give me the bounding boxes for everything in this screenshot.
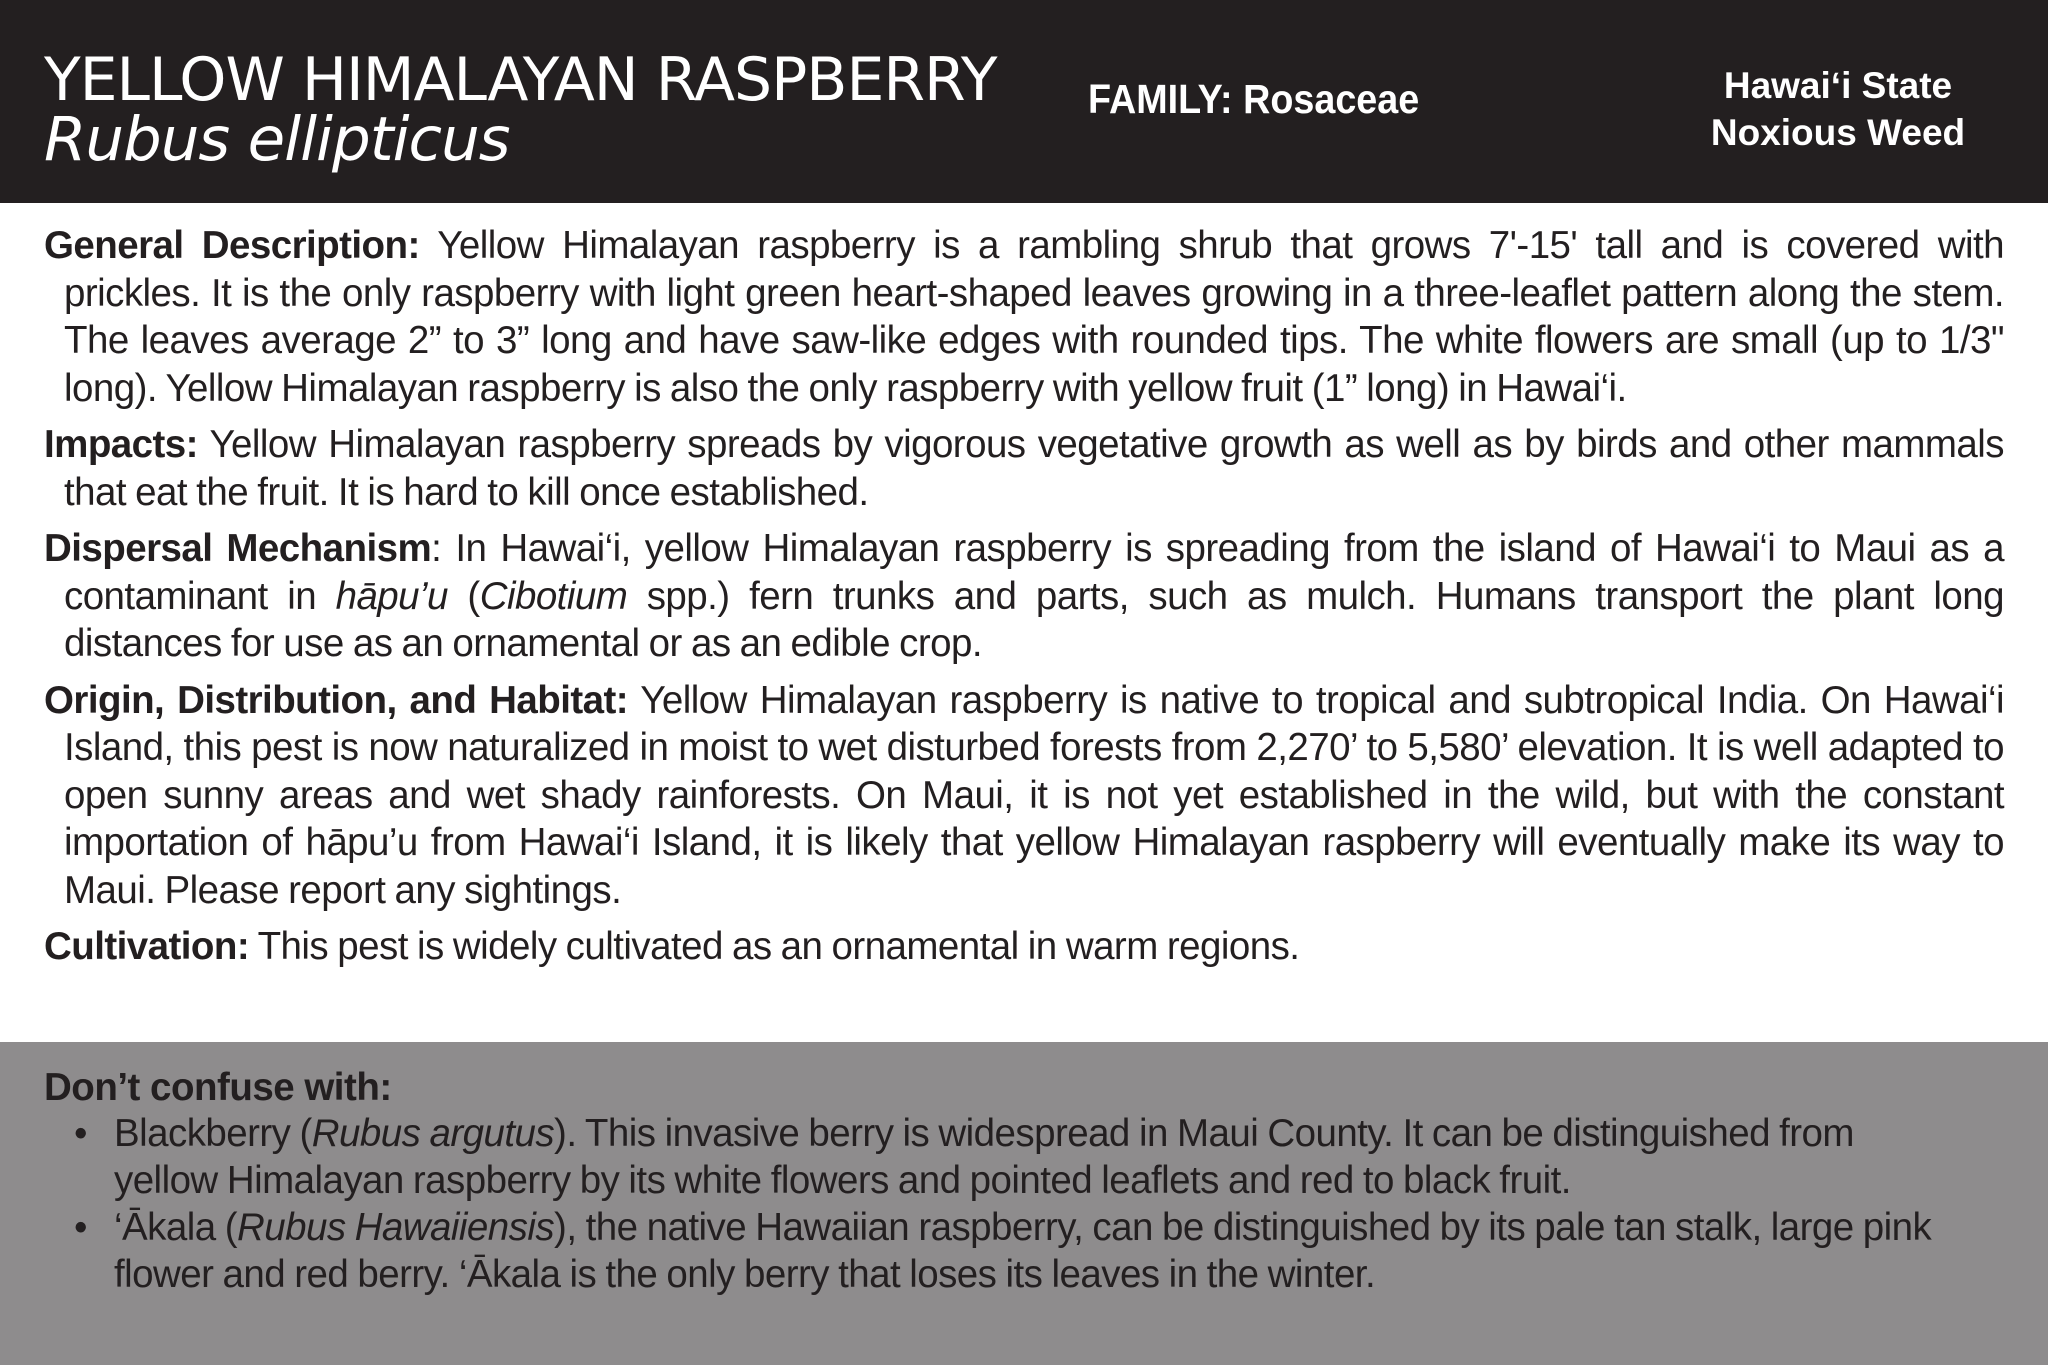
dispersal-italic-cibotium: Cibotium xyxy=(479,574,628,618)
impacts-section xyxy=(44,421,2004,516)
general-description-label: General Description: xyxy=(44,224,420,267)
dispersal-text-1: : In Hawai‘i, yellow Himalayan raspberry is spreading from the island of Hawai‘i to Maui as a contaminant in xyxy=(64,527,2004,618)
dont-confuse-heading: Don’t confuse with: xyxy=(44,1066,392,1109)
scientific-name-title: Rubus ellipticus xyxy=(44,104,510,175)
item-text-1: ‘Ākala ( xyxy=(114,1206,237,1249)
origin-section xyxy=(44,677,2004,915)
main-content xyxy=(44,222,2004,980)
status-line-1: Hawai‘i State xyxy=(1723,65,1953,106)
item-text-2: ), the native Hawaiian raspberry, can be distinguished by its pale tan stalk, large pink flower and red berry. ‘Ākala is the only berry that loses its leaves in the winter. xyxy=(114,1206,1932,1296)
status-line-2: Noxious Weed xyxy=(1710,112,1966,153)
general-description-text: Yellow Himalayan raspberry is a rambling shrub that grows 7'-15' tall and is covered with prickles. It is the only raspberry with light green heart-shaped leaves growing in a three-leaflet pattern along the stem. The leaves average 2” to 3” long and have saw-like edges with rounded tips. The white flowers are small (up to 1/3" long). Yellow Himalayan raspberry is also the only raspberry with yellow fruit (1” long) in Hawai‘i. xyxy=(64,224,2004,410)
cultivation-text: This pest is widely cultivated as an ornamental in warm regions. xyxy=(249,925,1300,968)
dispersal-text-3: spp.) fern trunks and parts, such as mulch. Humans transport the plant long distances for use as an ornamental or as an edible crop. xyxy=(64,574,2004,665)
item-italic: Rubus argutus xyxy=(311,1112,555,1155)
bullet-icon: • xyxy=(74,1112,87,1155)
dont-confuse-panel xyxy=(0,1042,2048,1365)
origin-label: Origin, Distribution, and Habitat: xyxy=(44,678,629,722)
header-bar xyxy=(0,0,2048,203)
dont-confuse-list xyxy=(74,1110,1964,1298)
common-name-title: YELLOW HIMALAYAN RASPBERRY xyxy=(44,45,997,115)
origin-text: Yellow Himalayan raspberry is native to tropical and subtropical India. On Hawai‘i Island, this pest is now naturalized in moist to wet disturbed forests from 2,270’ to 5,580’ elevation. It is well adapted to open sunny areas and wet shady rainforests. On Maui, it is not yet established in the wild, but with the constant importation of hāpu’u from Hawai‘i Island, it is likely that yellow Himalayan raspberry will eventually make its way to Maui. Please report any sightings. xyxy=(64,678,2004,912)
dispersal-text-2: ( xyxy=(447,574,480,618)
bullet-icon: • xyxy=(74,1206,87,1249)
dispersal-label: Dispersal Mechanism xyxy=(44,527,432,570)
dispersal-italic-hapuu: hāpu’u xyxy=(335,574,448,618)
impacts-label: Impacts: xyxy=(44,423,198,466)
item-italic: Rubus Hawaiiensis xyxy=(236,1206,555,1249)
cultivation-section xyxy=(44,923,2004,971)
list-item xyxy=(74,1204,1964,1298)
general-description-section xyxy=(44,222,2004,412)
impacts-text: Yellow Himalayan raspberry spreads by vigorous vegetative growth as well as by birds and other mammals that eat the fruit. It is hard to kill once established. xyxy=(64,423,2004,514)
list-item xyxy=(74,1110,1964,1204)
noxious-weed-status xyxy=(1688,62,1988,156)
item-text-1: Blackberry ( xyxy=(114,1112,312,1155)
family-label: FAMILY: Rosaceae xyxy=(1088,76,1420,122)
cultivation-label: Cultivation: xyxy=(44,925,250,968)
item-text-2: ). This invasive berry is widespread in Maui County. It can be distinguished from yellow Himalayan raspberry by its white flowers and pointed leaflets and red to black fruit. xyxy=(114,1112,1854,1202)
dispersal-section xyxy=(44,525,2004,668)
